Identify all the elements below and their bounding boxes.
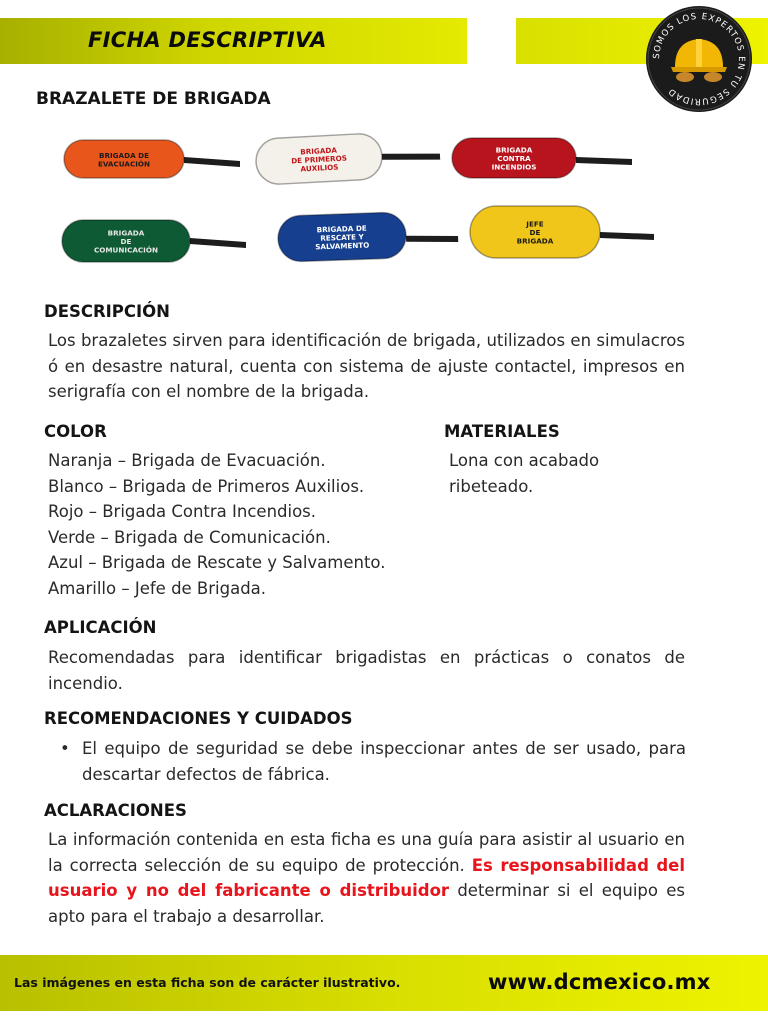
materiales-list <box>449 448 599 499</box>
section-title-descripcion: DESCRIPCIÓN <box>44 302 170 321</box>
armband-label: BRIGADA <box>107 228 145 238</box>
recomendacion-text: El equipo de seguridad se debe inspeccionar antes de ser usado, para descartar defectos de fábrica. <box>82 739 686 784</box>
color-list <box>48 448 385 601</box>
armband-label: COMUNICACIÓN <box>94 245 158 255</box>
color-item: Verde – Brigada de Comunicación. <box>48 527 331 547</box>
armband-label: BRIGADA DE <box>98 150 150 160</box>
armband-label: DE <box>529 228 541 237</box>
armband-label: JEFE <box>526 219 544 229</box>
aclaraciones-text-before: La información contenida en esta ficha es una guía para asistir al usuario en la correcta selección de su equipo de protección. <box>48 830 685 875</box>
armband-image <box>277 210 458 262</box>
section-title-materiales: MATERIALES <box>444 422 560 441</box>
armband-label: DE PRIMEROS <box>290 153 348 166</box>
armband-label: BRIGADA DE <box>316 223 367 235</box>
armband-label: BRIGADA <box>495 145 533 155</box>
website-url: www.dcmexico.mx <box>488 970 711 994</box>
product-name: BRAZALETE DE BRIGADA <box>36 89 271 109</box>
aclaraciones-text <box>48 827 685 929</box>
responsibility-warning: Es responsabilidad del usuario y no del fabricante o distribuidor <box>48 855 685 900</box>
section-title-aclaraciones: ACLARACIONES <box>44 801 187 820</box>
color-item: Blanco – Brigada de Primeros Auxilios. <box>48 476 365 496</box>
armband-label: BRIGADA <box>516 236 554 246</box>
logo-text: SOMOS LOS EXPERTOS EN TU SEGURIDAD <box>651 11 747 107</box>
armband-label: BRIGADA <box>300 145 338 157</box>
armband-label: SALVAMENTO <box>315 240 370 252</box>
armband-image <box>452 138 632 178</box>
armband-image <box>64 140 240 178</box>
color-item: Naranja – Brigada de Evacuación. <box>48 451 326 470</box>
footer-note: Las imágenes en esta ficha son de carácter ilustrativo. <box>14 975 401 990</box>
section-title-recomendaciones: RECOMENDACIONES Y CUIDADOS <box>44 709 353 728</box>
materiales-line: Lona con acabado <box>449 451 600 470</box>
page-title: FICHA DESCRIPTIVA <box>88 28 327 52</box>
color-item: Amarillo – Jefe de Brigada. <box>48 578 267 598</box>
armband-label: CONTRA <box>497 154 531 163</box>
section-title-color: COLOR <box>44 422 107 441</box>
aclaraciones-text-after: determinar si el equipo es apto para el trabajo a desarrollar. <box>48 881 686 926</box>
armband-label: DE <box>120 237 132 246</box>
descripcion-text: Los brazaletes sirven para identificación de brigada, utilizados en simulacros ó en desastre natural, cuenta con sistema de ajuste contactel, impresos en serigrafía con el nombre de la brigada. <box>48 331 685 401</box>
armband-label: AUXILIOS <box>300 162 339 174</box>
materiales-line: ribeteado. <box>449 476 534 496</box>
armband-image <box>62 220 246 262</box>
armband-label: INCENDIOS <box>491 162 537 172</box>
aplicacion-text: Recomendadas para identificar brigadistas en prácticas o conatos de incendio. <box>48 648 685 693</box>
armband-label: RESCATE Y <box>320 232 364 243</box>
color-item: Azul – Brigada de Rescate y Salvamento. <box>48 553 386 572</box>
bullet-icon: • <box>60 739 70 758</box>
armband-image <box>255 130 441 185</box>
color-item: Rojo – Brigada Contra Incendios. <box>48 502 317 521</box>
armband-gallery <box>50 130 690 275</box>
armband-label: EVACUACIÓN <box>97 159 151 169</box>
company-logo <box>645 5 753 113</box>
section-title-aplicacion: APLICACIÓN <box>44 618 157 637</box>
armband-image <box>470 206 654 258</box>
